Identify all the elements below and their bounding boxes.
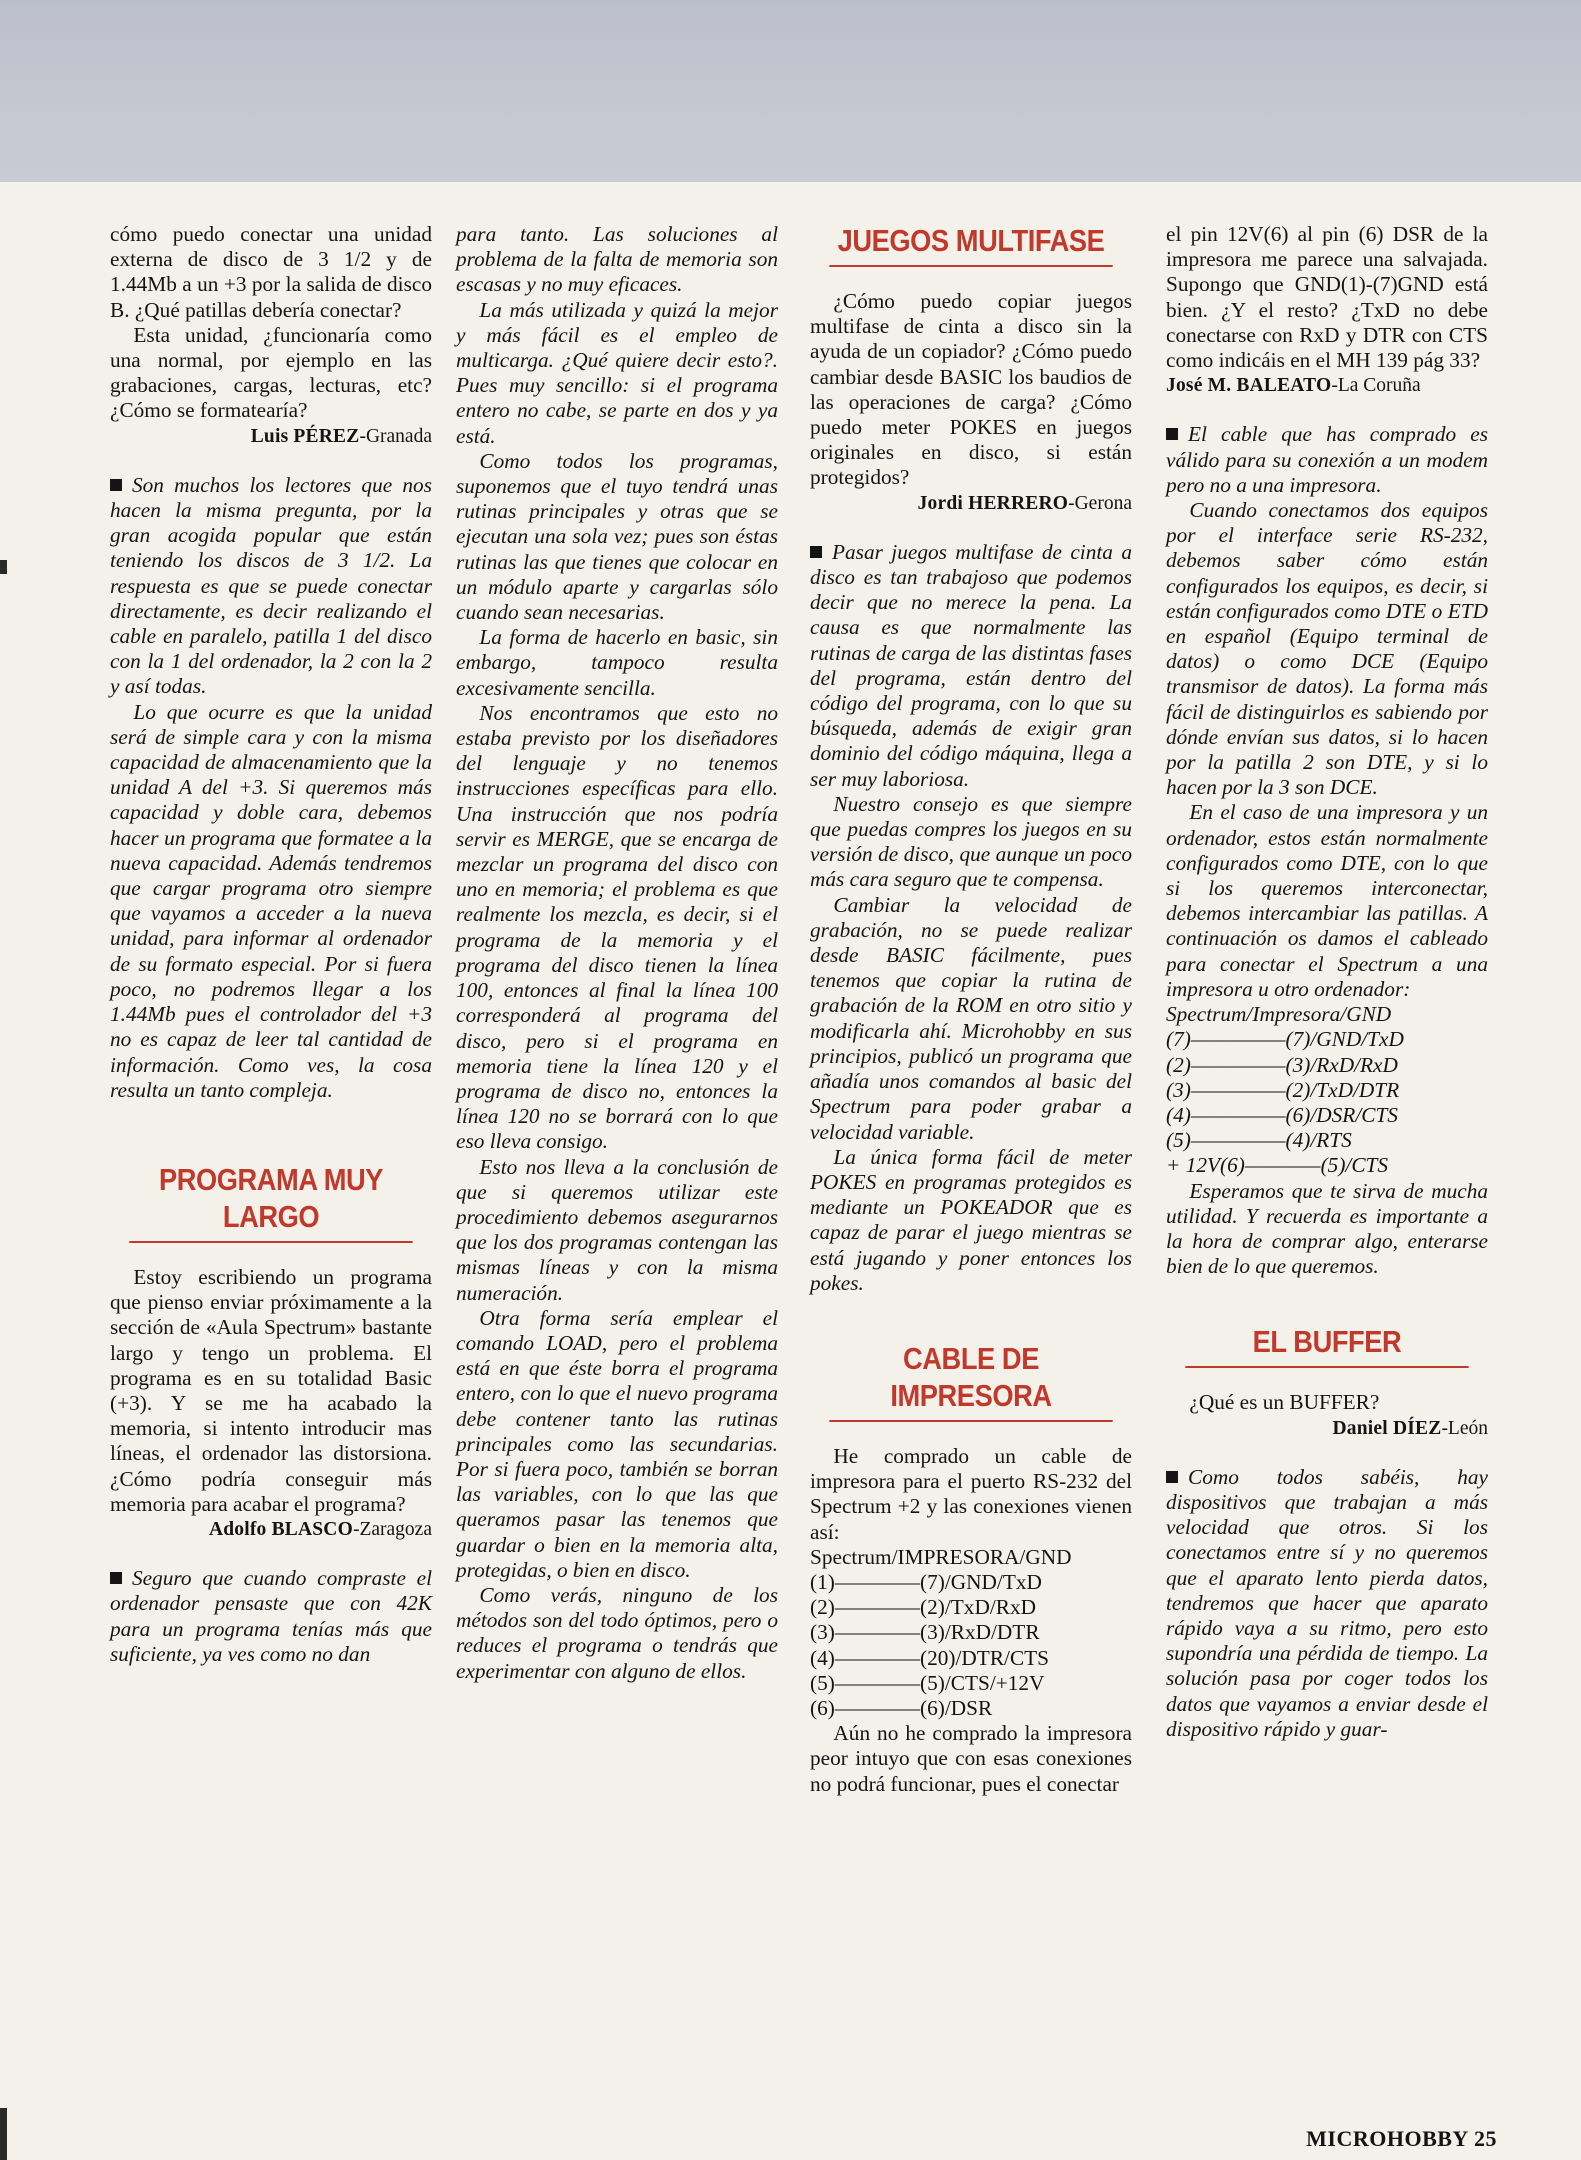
answer-text: para tanto. Las soluciones al problema de la falta de memoria son escasas y no muy eficaces.	[456, 222, 778, 297]
pin-row: (5)————(5)/CTS/+12V	[810, 1670, 1045, 1695]
column-2	[456, 222, 778, 1684]
question-text: He comprado un cable de impresora para el puerto RS-232 del Spectrum +2 y las conexiones vienen así:	[810, 1443, 1132, 1544]
answer-text: La única forma fácil de meter POKES en programas protegidos es mediante un POKEADOR que es capaz de parar el juego mientras se está jugando y poner entonces los pokes.	[810, 1144, 1132, 1295]
pin-row: (7)—————(7)/GND/TxD	[1166, 1027, 1404, 1052]
section-title: CABLE DE IMPRESORA	[829, 1340, 1112, 1422]
signature: Daniel DÍEZ-León	[1332, 1417, 1488, 1439]
answer-text: Esto nos lleva a la conclusión de que si queremos utilizar este procedimiento debemos asegurarnos que los dos programas contengan las mismas líneas y con la misma numeración.	[456, 1154, 778, 1305]
pin-row: + 12V(6)————(5)/CTS	[1166, 1153, 1389, 1178]
page-footer: MICROHOBBY 25	[1306, 2126, 1497, 2151]
section-title: PROGRAMA MUY LARGO	[129, 1161, 412, 1243]
pin-row: (2)————(2)/TxD/RxD	[810, 1595, 1036, 1620]
pin-row: (4)————(20)/DTR/CTS	[810, 1645, 1049, 1670]
pin-row: (6)————(6)/DSR	[810, 1695, 993, 1720]
bullet-square-icon	[110, 479, 122, 491]
question-text: Esta unidad, ¿funcionaría como una normal, por ejemplo en las grabaciones, cargas, lecturas, etc? ¿Cómo se formatearía?	[110, 322, 432, 423]
signature: José M. BALEATO-La Coruña	[1166, 375, 1421, 397]
answer-text: Seguro que cuando compraste el ordenador pensaste que con 42K para un programa tenías más que suficiente, ya ves como no dan	[110, 1566, 432, 1666]
signature: Luis PÉREZ-Granada	[250, 425, 432, 447]
answer-text: Son muchos los lectores que nos hacen la misma pregunta, por la gran acogida popular que están teniendo los discos de 3 1/2. La respuesta es que se puede conectar directamente, es decir realizando el cable en paralelo, patilla 1 del disco con la 1 del ordenador, la 2 con la 2 y así todas.	[110, 472, 432, 699]
left-edge-mark	[0, 560, 7, 574]
question-text: ¿Cómo puedo copiar juegos multifase de cinta a disco sin la ayuda de un copiador? ¿Cómo puedo cambiar desde BASIC los baudios de las operaciones de carga? ¿Cómo puedo meter POKES en juegos originales en disco, si están protegidos?	[810, 289, 1132, 490]
answer-text: El cable que has comprado es válido para su conexión a un modem pero no a una impresora.	[1166, 422, 1488, 497]
pin-row: (5)—————(4)/RTS	[1166, 1128, 1352, 1153]
bullet-square-icon	[810, 546, 822, 558]
answer-text: Como todos sabéis, hay dispositivos que trabajan a más velocidad que otros. Si los conectamos entre sí y no queremos que el aparato lento pierda datos, tendremos que hacer que aparato rápido vaya a su ritmo, pero esto supondría una pérdida de tiempo. La solución pasa por coger todos los datos que vayamos a enviar desde el dispositivo rápido y guar-	[1166, 1464, 1488, 1741]
question-text: el pin 12V(6) al pin (6) DSR de la impresora me parece una salvajada. Supongo que GND(1)-(7)GND está bien. ¿Y el resto? ¿TxD no debe conectarse con RxD y DTR con CTS como indicáis en el MH 139 pág 33?	[1166, 222, 1488, 373]
answer-text: Esperamos que te sirva de mucha utilidad. Y recuerda es importante a la hora de comprar algo, enterarse bien de lo que queremos.	[1166, 1178, 1488, 1279]
column-3	[810, 222, 1132, 1797]
section-title: EL BUFFER	[1185, 1323, 1468, 1368]
answer-text: Lo que ocurre es que la unidad será de simple cara y con la misma capacidad de almacenamiento que la unidad A del +3. Si queremos más capacidad y doble cara, debemos hacer un programa que formatee a la nueva capacidad. Además tendremos que cargar programa otro siempre que vayamos a acceder a la nueva unidad, para informar al ordenador de su formato especial. Por si fuera poco, no podremos llegar a los 1.44Mb pues el controlador del +3 no es capaz de leer tal cantidad de información. Como ves, la cosa resulta un tanto compleja.	[110, 699, 432, 1102]
column-4	[1166, 222, 1488, 1742]
pin-header: Spectrum/IMPRESORA/GND	[810, 1544, 1072, 1569]
signature: Jordi HERRERO-Gerona	[917, 492, 1132, 514]
answer-text: Como todos los programas, suponemos que el tuyo tendrá unas rutinas principales y otras que se ejecutan una sola vez; pues son éstas rutinas las que tienes que colocar en un módulo aparte y cargarlas sólo cuando sean necesarias.	[456, 448, 778, 625]
pin-row: (2)—————(3)/RxD/RxD	[1166, 1052, 1398, 1077]
answer-text: Nuestro consejo es que siempre que puedas compres los juegos en su versión de disco, que aunque un poco más cara seguro que te compensa.	[810, 791, 1132, 892]
column-1	[110, 222, 432, 1667]
pin-row: (3)————(3)/RxD/DTR	[810, 1620, 1040, 1645]
answer-text: La forma de hacerlo en basic, sin embargo, tampoco resulta excesivamente sencilla.	[456, 625, 778, 700]
bullet-square-icon	[1166, 428, 1178, 440]
signature: Adolfo BLASCO-Zaragoza	[208, 1518, 432, 1540]
pin-row: (1)————(7)/GND/TxD	[810, 1569, 1042, 1594]
pin-row: (3)—————(2)/TxD/DTR	[1166, 1077, 1400, 1102]
question-text: Aún no he comprado la impresora peor intuyo que con esas conexiones no podrá funcionar, pues el conectar	[810, 1721, 1132, 1796]
question-text: Estoy escribiendo un programa que pienso enviar próximamente a la sección de «Aula Spectrum» bastante largo y tengo un problema. El programa es en su totalidad Basic (+3). Y se me ha acabado la memoria, si intento introducir mas líneas, el ordenador las distorsiona. ¿Cómo podría conseguir más memoria para acabar el programa?	[110, 1264, 432, 1516]
answer-text: Pasar juegos multifase de cinta a disco es tan trabajoso que podemos decir que no merece la pena. La causa es que normalmente las rutinas de carga de las distintas fases del programa, están dentro del código del programa, con lo que su búsqueda, además de exigir gran dominio del código máquina, llega a ser muy laboriosa.	[810, 539, 1132, 791]
bullet-square-icon	[1166, 1471, 1178, 1483]
section-title: JUEGOS MULTIFASE	[829, 222, 1112, 267]
question-text: cómo puedo conectar una unidad externa de disco de 3 1/2 y de 1.44Mb a un +3 por la salida de disco B. ¿Qué patillas debería conectar?	[110, 222, 432, 322]
answer-text: Cuando conectamos dos equipos por el interface serie RS-232, debemos saber cómo están configurados los equipos, es decir, si están configurados como DTE o ETD en español (Equipo terminal de datos) o como DCE (Equipo transmisor de datos). La forma más fácil de distinguirlos es sabiendo por dónde envían sus datos, si lo hacen por la patilla 2 son DTE, y si lo hacen por la 3 son DCE.	[1166, 498, 1488, 800]
question-text: ¿Qué es un BUFFER?	[1189, 1390, 1380, 1415]
bullet-square-icon	[110, 1572, 122, 1584]
answer-text: La más utilizada y quizá la mejor y más fácil es el empleo de multicarga. ¿Qué quiere decir esto?. Pues muy sencillo: si el programa entero no cabe, se parte en dos y ya está.	[456, 297, 778, 448]
top-color-band	[0, 0, 1581, 182]
answer-text: Otra forma sería emplear el comando LOAD, pero el problema está en que éste borra el programa entero, con lo que el nuevo programa debe contener tanto las rutinas principales como las secundarias. Por si fuera poco, también se borran las variables, con lo que las que queramos pasar las tenemos que guardar o bien en la memoria alta, protegidas, o bien en disco.	[456, 1305, 778, 1582]
answer-text: Nos encontramos que esto no estaba previsto por los diseñadores del lenguaje y no tenemos instrucciones específicas para ello. Una instrucción que nos podría servir es MERGE, que se encarga de mezclar un programa del disco con uno en memoria; el problema es que realmente los mezcla, es decir, si el programa de la memoria y el programa del disco tienen la línea 100, entonces al final la línea 100 corresponderá al programa del disco, pero si el programa en memoria tiene la línea 120 y el programa de disco no, entonces la línea 120 no se borrará con lo que eso lleva consigo.	[456, 700, 778, 1154]
pin-row: (4)—————(6)/DSR/CTS	[1166, 1102, 1398, 1127]
answer-text: Como verás, ninguno de los métodos son del todo óptimos, pero o reduces el programa o tendrás que experimentar con alguno de ellos.	[456, 1582, 778, 1683]
left-edge-bar	[0, 2108, 7, 2160]
answer-text: En el caso de una impresora y un ordenador, estos están normalmente configurados como DTE, con lo que si los queremos interconectar, debemos intercambiar las patillas. A continuación os damos el cableado para conectar el Spectrum a una impresora u otro ordenador:	[1166, 800, 1488, 1001]
answer-text: Cambiar la velocidad de grabación, no se puede realizar desde BASIC fácilmente, pues tenemos que copiar la rutina de grabación de la ROM en otro sitio y modificarla ahí. Microhobby en sus principios, publicó un programa que añadía unos comandos al basic del Spectrum para poder grabar a velocidad variable.	[810, 892, 1132, 1144]
pin-header: Spectrum/Impresora/GND	[1166, 1002, 1392, 1027]
